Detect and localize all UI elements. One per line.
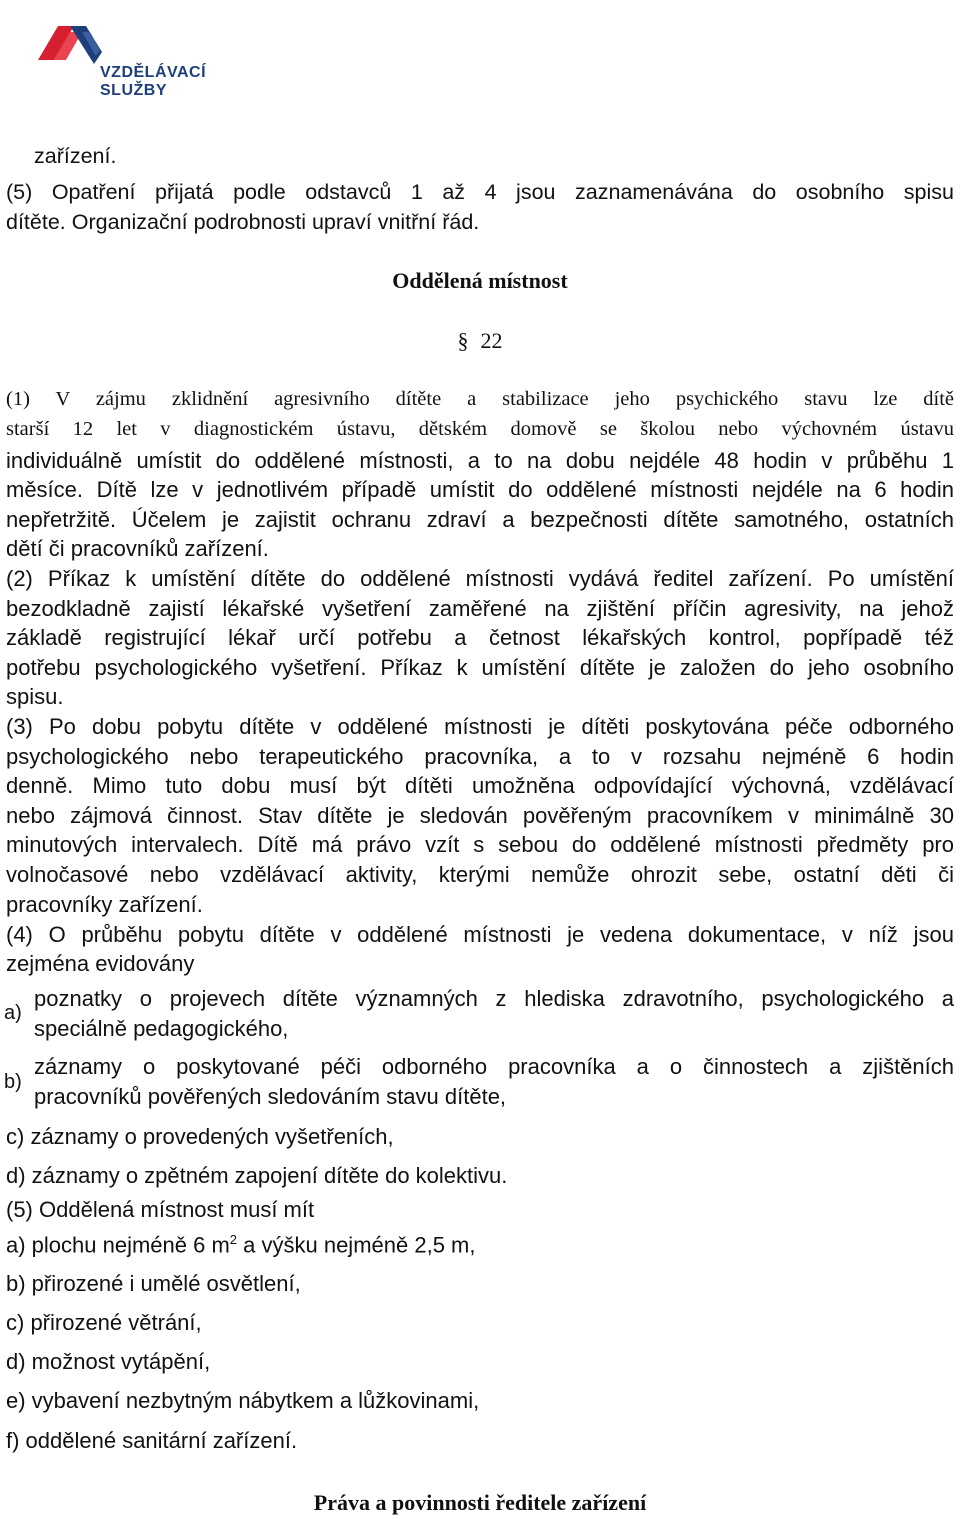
text-line: spisu.	[6, 684, 64, 709]
text-line: nepřetržitě. Účelem je zajistit ochranu zdraví a bezpečnosti dítěte samotného, ostatních	[6, 507, 954, 532]
list-item	[6, 1232, 954, 1258]
text-line: starší 12 let v diagnostickém ústavu, dětském domově se školou nebo výchovném ústavu	[6, 418, 954, 440]
list-item: záznamy o poskytované péči odborného pracovníka a o činnostech a zjištěních	[34, 1054, 954, 1079]
list-marker: a)	[4, 1002, 22, 1024]
text-line: zejména evidovány	[6, 951, 195, 976]
logo	[30, 12, 207, 102]
paragraph-number	[6, 328, 954, 354]
list-item-text: a výšku nejméně 2,5 m,	[237, 1232, 476, 1258]
section-title: Práva a povinnosti ředitele zařízení	[313, 1490, 647, 1515]
text-line: volnočasové nebo vzdělávací aktivity, kterými nemůže ohrozit sebe, ostatní děti či	[6, 862, 954, 887]
text-line: (3) Po dobu pobytu dítěte v oddělené místnosti je dítěti poskytována péče odborného	[6, 714, 954, 739]
text-line: měsíce. Dítě lze v jednotlivém případě umístit do oddělené místnosti nejdéle na 6 hodin	[6, 477, 954, 502]
list-item: c) přirozené větrání,	[6, 1310, 202, 1335]
text-line: denně. Mimo tuto dobu musí být dítěti umožněna odpovídající výchovná, vzdělávací	[6, 773, 954, 798]
text-line: dítěte. Organizační podrobnosti upraví vnitřní řád.	[6, 210, 480, 234]
text-line: bezodkladně zajistí lékařské vyšetření zaměřené na zjištění příčin agresivity, na jehož	[6, 596, 954, 621]
list-item: pracovníků pověřených sledováním stavu dítěte,	[34, 1084, 507, 1109]
text-line: (5) Oddělená místnost musí mít	[6, 1197, 315, 1222]
text-line: potřebu psychologického vyšetření. Příkaz k umístění dítěte je založen do jeho osobního	[6, 655, 954, 680]
logo-text	[100, 64, 206, 100]
list-item: e) vybavení nezbytným nábytkem a lůžkovinami,	[6, 1388, 480, 1413]
list-item: poznatky o projevech dítěte významných z hlediska zdravotního, psychologického a	[34, 986, 954, 1011]
logo-text-line1: VZDĚLÁVACÍ	[100, 64, 207, 81]
list-item: d) záznamy o zpětném zapojení dítěte do kolektivu.	[6, 1163, 508, 1188]
text-line: nebo zájmová činnost. Stav dítěte je sledován pověřeným pracovníkem v minimálně 30	[6, 803, 954, 828]
text-line: pracovníky zařízení.	[6, 892, 203, 917]
text-line: (2) Příkaz k umístění dítěte do oddělené místnosti vydává ředitel zařízení. Po umístění	[6, 566, 954, 591]
paragraph-sign: §	[457, 328, 469, 353]
list-item: speciálně pedagogického,	[34, 1016, 289, 1041]
text-line: dětí či pracovníků zařízení.	[6, 536, 269, 561]
text-line: individuálně umístit do oddělené místnosti, a to na dobu nejdéle 48 hodin v průběhu 1	[6, 448, 954, 473]
text-line: minutových intervalech. Dítě má právo vzít s sebou do oddělené místnosti předměty pro	[6, 832, 954, 857]
superscript: 2	[229, 1232, 238, 1247]
list-item: d) možnost vytápění,	[6, 1349, 211, 1374]
section-title: Oddělená místnost	[392, 268, 568, 293]
text-line: zařízení.	[34, 144, 117, 168]
text-line: psychologického nebo terapeutického pracovníka, a to v rozsahu nejméně 6 hodin	[6, 744, 954, 769]
list-item: c) záznamy o provedených vyšetřeních,	[6, 1124, 394, 1149]
text-line: (1) V zájmu zklidnění agresivního dítěte a stabilizace jeho psychického stavu lze dítě	[6, 388, 954, 410]
text-line: (4) O průběhu pobytu dítěte v oddělené místnosti je vedena dokumentace, v níž jsou	[6, 922, 954, 947]
logo-text-line2: SLUŽBY	[100, 82, 167, 99]
list-item: b) přirozené i umělé osvětlení,	[6, 1271, 301, 1296]
paragraph-number-value: 22	[480, 328, 503, 353]
list-item: f) oddělené sanitární zařízení.	[6, 1428, 298, 1453]
list-marker: b)	[4, 1071, 22, 1093]
list-item-text: a) plochu nejméně 6 m	[6, 1232, 230, 1258]
text-line: (5) Opatření přijatá podle odstavců 1 až 4 jsou zaznamenávána do osobního spisu	[6, 180, 954, 204]
text-line: základě registrující lékař určí potřebu a četnost lékařských kontrol, popřípadě též	[6, 625, 954, 650]
